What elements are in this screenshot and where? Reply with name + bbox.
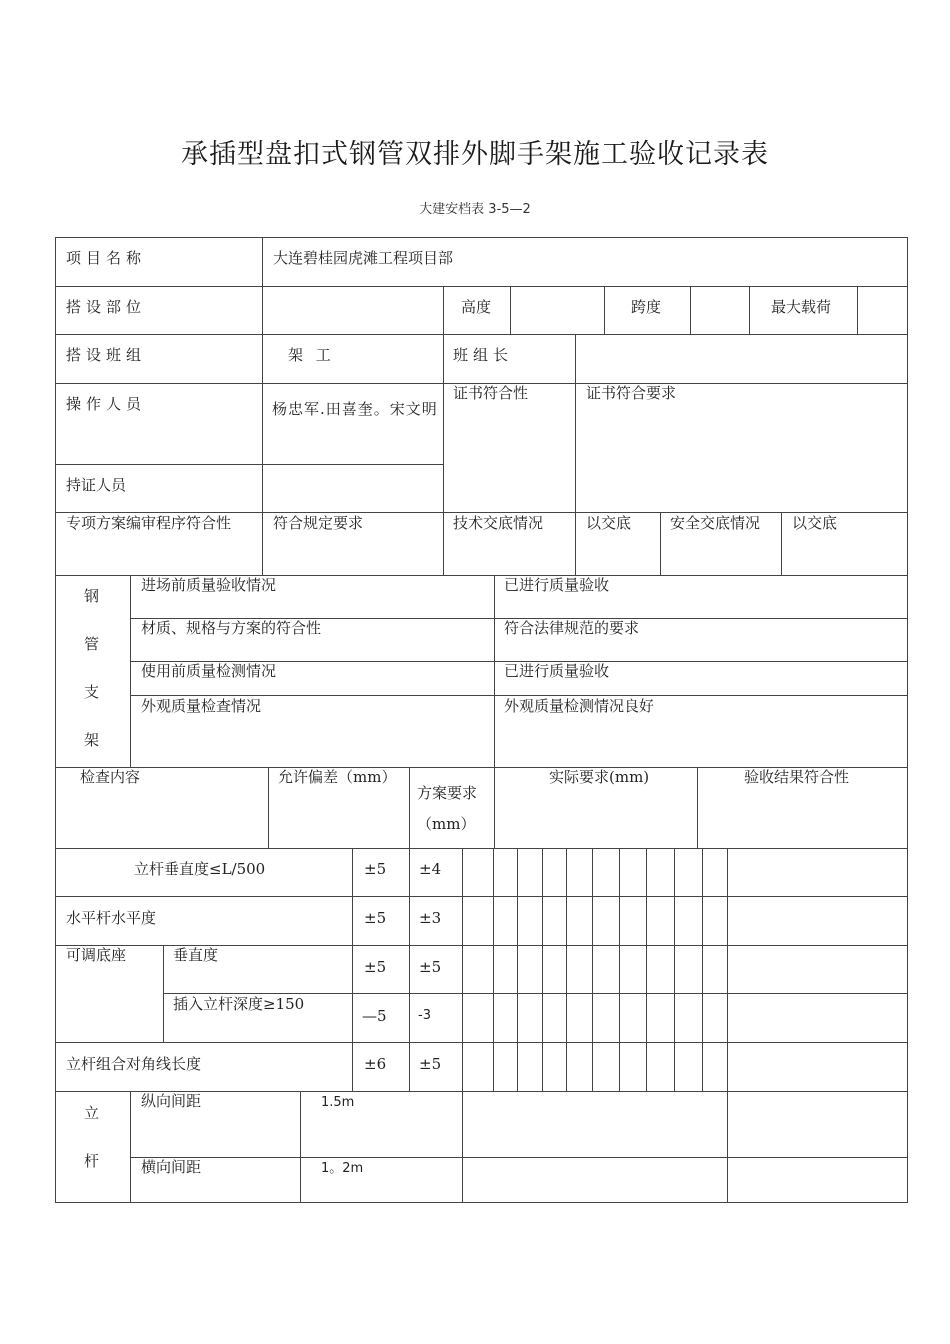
col-line — [409, 767, 410, 849]
operators-value: 杨忠军.田喜奎。宋文明 — [272, 400, 438, 418]
tech-brief-value: 以交底 — [586, 514, 632, 532]
check-plan: ±3 — [419, 909, 442, 927]
safety-brief-label: 安全交底情况 — [670, 514, 761, 532]
team-leader-label: 班组长 — [453, 346, 514, 364]
pole-side-char: 杆 — [84, 1152, 100, 1170]
pole-item: 纵向间距 — [141, 1092, 202, 1110]
actual-header: 实际要求(mm) — [549, 768, 650, 786]
steel-item: 外观质量检查情况 — [141, 697, 262, 715]
tolerance-header: 允许偏差（mm） — [278, 768, 397, 786]
col-line — [494, 575, 495, 768]
pole-side-char: 立 — [84, 1104, 100, 1122]
col-line — [300, 1091, 301, 1202]
steel-side-char: 架 — [84, 731, 100, 749]
project-name-label: 项目名称 — [66, 249, 147, 267]
steel-result: 符合法律规范的要求 — [504, 619, 640, 637]
col-line — [674, 848, 675, 1091]
check-content-header: 检查内容 — [80, 768, 141, 786]
check-item: 立杆组合对角线长度 — [66, 1055, 202, 1073]
cert-match-label: 证书符合性 — [453, 384, 529, 402]
col-line — [130, 1091, 131, 1202]
row-line — [55, 334, 908, 335]
check-tolerance: ±5 — [364, 860, 387, 878]
check-tolerance: ±5 — [364, 958, 387, 976]
row-line — [55, 464, 444, 465]
col-line — [409, 848, 410, 1091]
pole-value: 1.5m — [321, 1095, 355, 1110]
steel-side-char: 钢 — [84, 587, 100, 605]
check-plan: -3 — [418, 1008, 431, 1023]
col-line — [268, 767, 269, 849]
table-border-bottom — [55, 1202, 908, 1203]
steel-item: 材质、规格与方案的符合性 — [141, 619, 322, 637]
steel-side-char: 支 — [84, 683, 100, 701]
col-line — [494, 767, 495, 849]
col-line — [510, 286, 511, 334]
plan-procedure-label: 专项方案编审程序符合性 — [66, 514, 232, 532]
acceptance-result-header: 验收结果符合性 — [744, 768, 850, 786]
cert-match-value: 证书符合要求 — [586, 384, 677, 402]
pole-value: 1。2m — [321, 1161, 364, 1176]
col-line — [697, 767, 698, 849]
col-line — [592, 848, 593, 1091]
col-line — [575, 334, 576, 575]
col-line — [660, 512, 661, 575]
check-plan: ±5 — [419, 1055, 442, 1073]
col-line — [727, 848, 728, 1202]
table-border-top — [55, 237, 908, 238]
col-line — [352, 848, 353, 1091]
check-item: 立杆垂直度≤L/500 — [134, 860, 266, 878]
check-item: 插入立杆深度≥150 — [173, 995, 305, 1013]
col-line — [517, 848, 518, 1091]
row-line — [55, 848, 908, 849]
col-line — [566, 848, 567, 1091]
team-label: 搭设班组 — [66, 346, 147, 364]
col-line — [619, 848, 620, 1091]
adjustable-base-label: 可调底座 — [66, 946, 127, 964]
row-line — [55, 286, 908, 287]
cert-holders-label: 持证人员 — [66, 476, 127, 494]
col-line — [857, 286, 858, 334]
col-line — [462, 1091, 463, 1202]
plan-requirement-header: 方案要求（mm） — [417, 784, 478, 833]
row-line — [55, 896, 908, 897]
row-line — [55, 1042, 908, 1043]
col-line — [493, 848, 494, 1091]
operators-label: 操作人员 — [66, 395, 147, 413]
steel-item: 进场前质量验收情况 — [141, 576, 277, 594]
col-line — [462, 848, 463, 1091]
safety-brief-value: 以交底 — [792, 514, 838, 532]
check-item: 水平杆水平度 — [66, 909, 157, 927]
col-line — [702, 848, 703, 1091]
col-line — [163, 945, 164, 1042]
check-item: 垂直度 — [173, 946, 219, 964]
height-label: 高度 — [461, 298, 492, 316]
check-plan: ±5 — [419, 958, 442, 976]
steel-result: 已进行质量验收 — [504, 576, 610, 594]
steel-side-char: 管 — [84, 635, 100, 653]
table-border-left — [55, 237, 56, 1203]
col-line — [542, 848, 543, 1091]
tech-brief-label: 技术交底情况 — [453, 514, 544, 532]
col-line — [130, 575, 131, 768]
col-line — [262, 237, 263, 575]
steel-item: 使用前质量检测情况 — [141, 662, 277, 680]
form-code: 大建安档表 3-5—2 — [419, 202, 531, 217]
document-title: 承插型盘扣式钢管双排外脚手架施工验收记录表 — [181, 139, 769, 170]
check-tolerance: —5 — [362, 1007, 387, 1025]
col-line — [646, 848, 647, 1091]
check-tolerance: ±5 — [364, 909, 387, 927]
plan-procedure-value: 符合规定要求 — [273, 514, 364, 532]
team-value: 架 工 — [288, 346, 331, 364]
max-load-label: 最大载荷 — [771, 298, 832, 316]
pole-item: 横向间距 — [141, 1158, 202, 1176]
table-border-right — [907, 237, 908, 1203]
check-tolerance: ±6 — [364, 1055, 387, 1073]
steel-result: 已进行质量验收 — [504, 662, 610, 680]
col-line — [781, 512, 782, 575]
col-line — [443, 286, 444, 575]
span-label: 跨度 — [631, 298, 662, 316]
steel-result: 外观质量检测情况良好 — [504, 697, 655, 715]
project-name-value: 大连碧桂园虎滩工程项目部 — [273, 249, 454, 267]
check-plan: ±4 — [419, 860, 442, 878]
location-label: 搭设部位 — [66, 298, 147, 316]
col-line — [690, 286, 691, 334]
row-line — [130, 1157, 908, 1158]
col-line — [749, 286, 750, 334]
col-line — [604, 286, 605, 334]
